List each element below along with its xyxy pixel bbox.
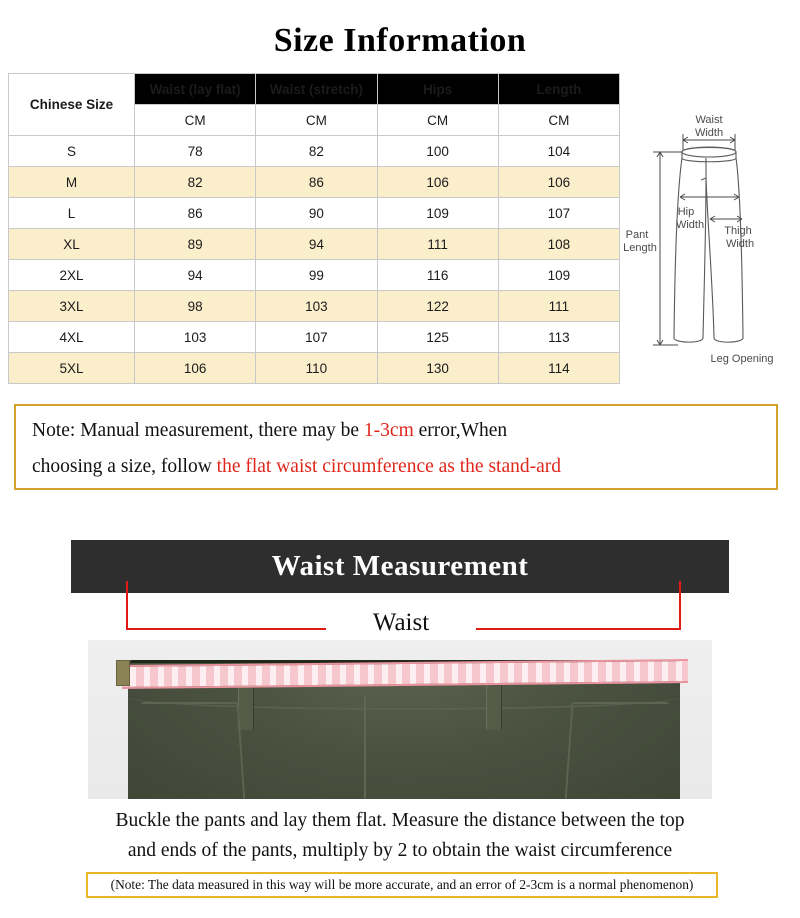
waist-measurement-photo-stack [71, 604, 729, 804]
row-cell: 94 [256, 229, 377, 260]
measurement-note-box [14, 404, 778, 490]
waist-measurement-caption [0, 806, 800, 866]
pants-waistband-photo [88, 640, 712, 799]
row-size-label: L [9, 198, 135, 229]
row-cell: 89 [135, 229, 256, 260]
row-size-label: 2XL [9, 260, 135, 291]
column-header-hips: Hips [377, 74, 498, 105]
row-cell: 114 [498, 353, 619, 384]
row-size-label: M [9, 167, 135, 198]
table-row [9, 136, 620, 167]
label-waist-width-line2: Width [694, 127, 724, 139]
unit-cell: CM [135, 105, 256, 136]
pant-length-arrow-icon [653, 152, 682, 345]
unit-cell: CM [256, 105, 377, 136]
label-pant-length-line2: Length [623, 242, 657, 254]
thigh-width-arrow-icon [710, 216, 742, 222]
note-line-1 [32, 413, 760, 449]
table-row [9, 229, 620, 260]
row-cell: 82 [135, 167, 256, 198]
row-size-label: XL [9, 229, 135, 260]
note-line-2 [32, 449, 760, 485]
table-row [9, 260, 620, 291]
label-waist-width-line1: Waist [695, 114, 723, 126]
row-cell: 107 [498, 198, 619, 229]
label-hip-width-line1: Hip [677, 206, 695, 218]
row-cell: 130 [377, 353, 498, 384]
row-cell: 90 [256, 198, 377, 229]
rule-end-cap-right [679, 581, 681, 629]
row-cell: 86 [135, 198, 256, 229]
column-header-waist-lay-flat: Waist (lay flat) [135, 74, 256, 105]
row-size-label: 4XL [9, 322, 135, 353]
row-cell: 125 [377, 322, 498, 353]
row-cell: 111 [498, 291, 619, 322]
caption-line-1: Buckle the pants and lay them flat. Measure the distance between the top [115, 810, 685, 831]
label-pant-length-line1: Pant [625, 229, 649, 241]
label-thigh-width-line2: Width [725, 238, 755, 250]
size-table-container [8, 73, 620, 384]
table-header-row [9, 74, 620, 105]
row-cell: 106 [498, 167, 619, 198]
table-row [9, 322, 620, 353]
row-cell: 94 [135, 260, 256, 291]
column-header-length: Length [498, 74, 619, 105]
row-cell: 78 [135, 136, 256, 167]
pants-measurement-diagram [620, 100, 798, 375]
row-cell: 106 [135, 353, 256, 384]
column-header-waist-stretch: Waist (stretch) [256, 74, 377, 105]
pants-pocket [141, 702, 246, 799]
size-table [8, 73, 620, 384]
pants-center-seam [364, 695, 366, 799]
row-cell: 103 [135, 322, 256, 353]
row-cell: 99 [256, 260, 377, 291]
note-line1-highlight: 1-3cm [363, 420, 414, 441]
row-cell: 82 [256, 136, 377, 167]
row-cell: 109 [498, 260, 619, 291]
pants-pocket [565, 702, 670, 799]
table-row [9, 291, 620, 322]
row-size-label: 3XL [9, 291, 135, 322]
row-size-label: S [9, 136, 135, 167]
row-cell: 98 [135, 291, 256, 322]
hip-width-arrow-icon [680, 194, 739, 200]
label-leg-opening: Leg Opening [710, 353, 774, 365]
row-cell: 109 [377, 198, 498, 229]
unit-cell: CM [377, 105, 498, 136]
waist-measurement-header: Waist Measurement [71, 540, 729, 593]
label-hip-width-line2: Width [675, 219, 705, 231]
row-cell: 106 [377, 167, 498, 198]
row-size-label: 5XL [9, 353, 135, 384]
row-cell: 103 [256, 291, 377, 322]
rule-end-cap-left [126, 581, 128, 629]
table-row [9, 167, 620, 198]
note-line1-part1: Note: Manual measurement, there may be [32, 420, 364, 441]
row-cell: 104 [498, 136, 619, 167]
waist-rule-label: Waist [326, 609, 476, 637]
row-cell: 86 [256, 167, 377, 198]
pants-diagram-icon [620, 100, 798, 375]
row-cell: 100 [377, 136, 498, 167]
row-cell: 108 [498, 229, 619, 260]
belt-loop [486, 678, 502, 730]
waist-measurement-panel [71, 540, 729, 804]
note-line2-part1: choosing a size, follow [32, 456, 217, 477]
row-cell: 113 [498, 322, 619, 353]
caption-line-2: and ends of the pants, multiply by 2 to obtain the waist circumference [127, 840, 673, 861]
note-line1-part2: error,When [413, 420, 508, 441]
table-row [9, 353, 620, 384]
measuring-tape-end-clip [116, 660, 130, 686]
page-title: Size Information [273, 22, 527, 59]
table-row [9, 198, 620, 229]
row-cell: 116 [377, 260, 498, 291]
row-cell: 111 [377, 229, 498, 260]
bottom-accuracy-note: (Note: The data measured in this way will be more accurate, and an error of 2-3cm is a normal phenomenon) [86, 872, 718, 898]
size-column-header: Chinese Size [9, 74, 135, 136]
row-cell: 107 [256, 322, 377, 353]
note-line2-highlight: the flat waist circumference as the stand-ard [216, 456, 562, 477]
row-cell: 110 [256, 353, 377, 384]
label-thigh-width-line1: Thigh [724, 225, 752, 237]
row-cell: 122 [377, 291, 498, 322]
unit-cell: CM [498, 105, 619, 136]
